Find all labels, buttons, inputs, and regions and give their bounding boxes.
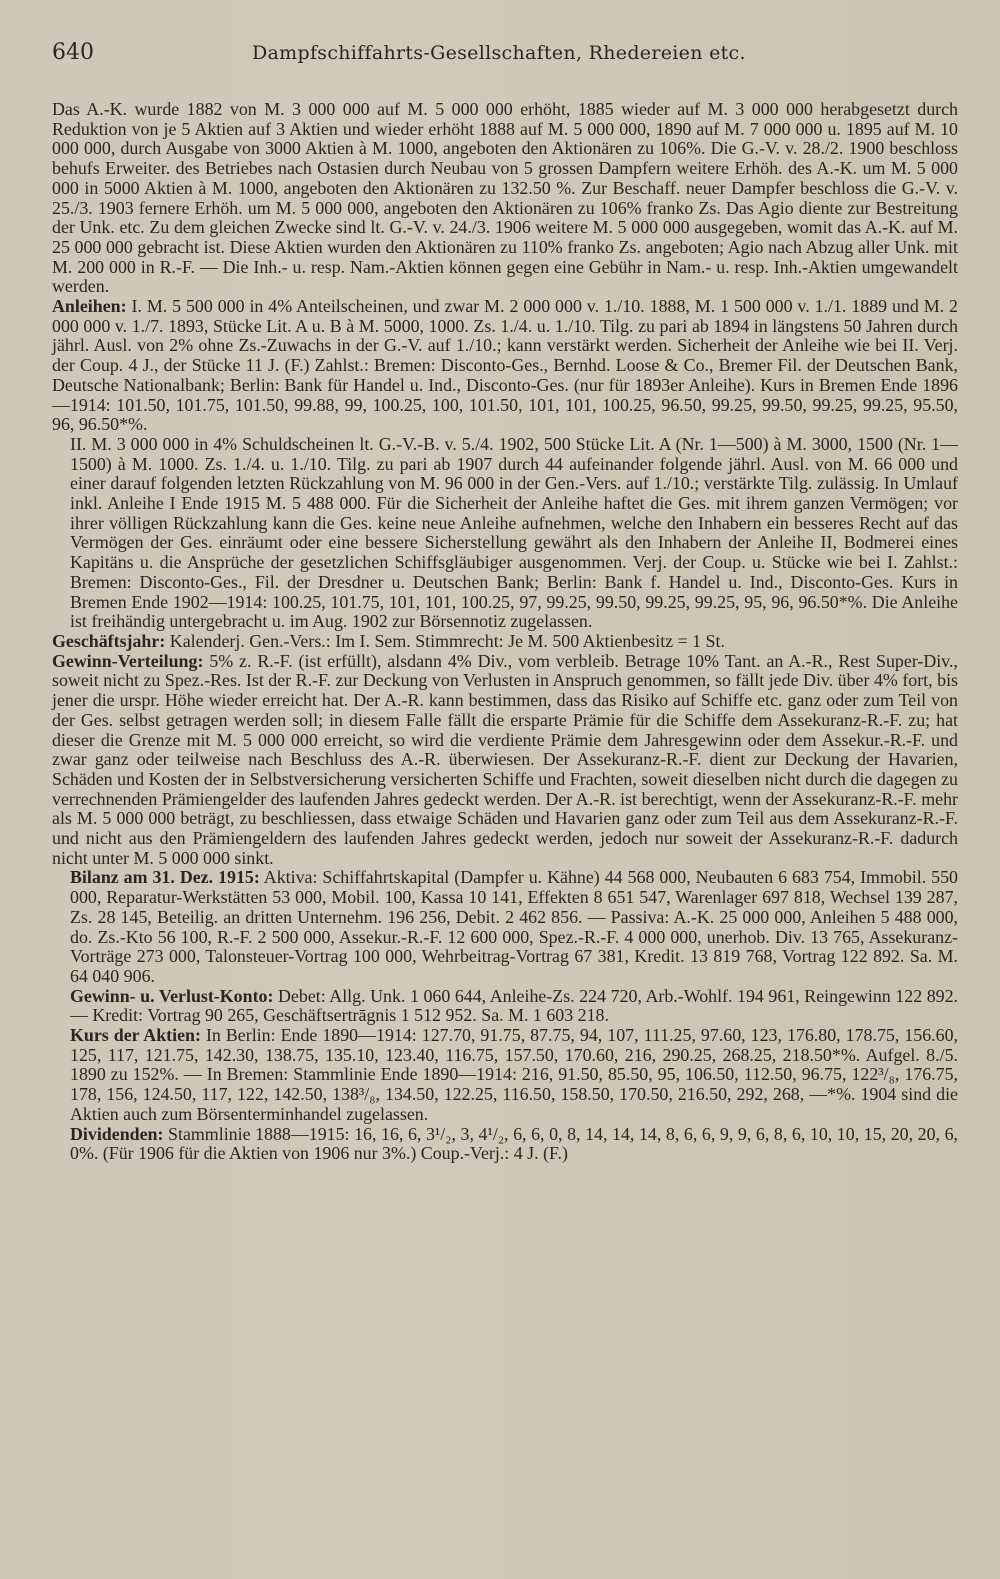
paragraph-text: II. M. 3 000 000 in 4% Schuldscheinen lt. G.-V.-B. v. 5./4. 1902, 500 Stücke Lit. A (Nr. 1—500) à M. 3000, 1500 (Nr. 1—1500) à M. 1000. Zs. 1./4. u. 1./10. Tilg. zu pari ab 1907 durch 44 aufeinander folgende jährl. Ausl. von M. 66 000 und einer darauf folgenden letzten Rückzahlung von M. 96 000 in der Gen.-Vers. auf 1./10.; verstärkte Tilg. zulässig. In Umlauf inkl. Anleihe I Ende 1915 M. 5 488 000. Für die Sicherheit der Anleihe haftet die Ges. mit ihrem ganzen Vermögen; vor ihrer völligen Rückzahlung kann die Ges. keine neue Anleihe aufnehmen, welche den Inhabern ein besseres Recht auf das Vermögen der Ges. einräumt oder eine bessere Sicherstellung gewährt als den Inhabern der Anleihe II, Bodmerei eines Kapitäns u. die Ansprüche der gesetzlichen Schiffsgläubiger ausgenommen. Verj. der Coup. u. Stücke wie bei I. Zahlst.: Bremen: Disconto-Ges., Fil. der Dresdner u. Deutschen Bank; Berlin: Bank f. Handel u. Ind., Disconto-Ges. Kurs in Bremen Ende 1902—1914: 100.25, 101.75, 101, 101, 100.25, 97, 99.25, 99.50, 99.25, 99.25, 95, 96, 96.50*%. Die Anleihe ist freihändig untergebracht u. im Aug. 1902 zur Börsennotiz zugelassen.	[70, 433, 958, 632]
section-label: Gewinn-Verteilung:	[52, 650, 204, 671]
paragraph-text: Aktiva: Schiffahrtskapital (Dampfer u. Kähne) 44 568 000, Neubauten 6 683 754, Immobil. 550 000, Reparatur-Werkstätten 53 000, Mobil. 100, Kassa 10 141, Effekten 8 651 547, Warenlager 697 818, Wechsel 139 287, Zs. 28 145, Beteilig. an dritten Unternehm. 196 256, Debit. 2 462 856. — Passiva: A.-K. 25 000 000, Anleihen 5 488 000, do. Zs.-Kto 56 100, R.-F. 2 500 000, Assekur.-R.-F. 12 600 000, Spez.-R.-F. 4 000 000, unerhob. Div. 13 765, Assekuranz-Vorträge 273 000, Talonsteuer-Vortrag 100 000, Wehrbeitrag-Vortrag 67 381, Kredit. 13 819 768, Vortrag 122 892. Sa. M. 64 040 906.	[70, 867, 958, 986]
section-label: Dividenden:	[70, 1123, 164, 1144]
section-label: Kurs der Aktien:	[70, 1025, 201, 1046]
paragraph-text: 5% z. R.-F. (ist erfüllt), alsdann 4% Div., vom verbleib. Betrage 10% Tant. an A.-R., Rest Super-Div., soweit nicht zu Spez.-Res. Ist der R.-F. zur Deckung von Verlusten in Anspruch genommen, so fällt jede Div. über 4% fort, bis jener die urspr. Höhe wieder erreicht hat. Der A.-R. kann bestimmen, dass das Risiko auf Schiffe etc. ganz oder zum Teil von der Ges. selbst getragen werden soll; in diesem Falle fällt die ersparte Prämie für die Schiffe dem Assekuranz-R.-F. zu; hat dieser die Grenze mit M. 5 000 000 erreicht, so wird die verdiente Prämie dem Jahresgewinn oder dem Assekur.-R.-F. und zwar ganz oder teilweise nach Beschluss des A.-R. überwiesen. Der Assekuranz-R.-F. dient zur Deckung der Havarien, Schäden und Kosten der in Selbstversicherung versicherten Schiffe und Frachten, soweit dieselben nicht durch die dagegen zu verrechnenden Prämiengelder des laufenden Jahres gedeckt werden. Der A.-R. ist berechtigt, wenn der Assekuranz-R.-F. mehr als M. 5 000 000 beträgt, zu beschliessen, dass etwaige Schäden und Havarien ganz oder zum Teil aus dem Assekuranz-R.-F. und nicht aus den Prämiengeldern des laufenden Jahres gedeckt werden, jedoch nur soweit der Assekuranz-R.-F. dadurch nicht unter M. 5 000 000 sinkt.	[52, 650, 958, 868]
page-number: 640	[52, 40, 94, 65]
page-header	[52, 40, 958, 84]
paragraph-text: Kalenderj. Gen.-Vers.: Im I. Sem. Stimmrecht: Je M. 500 Aktienbesitz = 1 St.	[169, 630, 725, 651]
paragraph-text: I. M. 5 500 000 in 4% Anteilscheinen, und zwar M. 2 000 000 v. 1./10. 1888, M. 1 500 000 v. 1./1. 1889 und M. 2 000 000 v. 1./7. 1893, Stücke Lit. A u. B à M. 5000, 1000. Zs. 1./4. u. 1./10. Tilg. zu pari ab 1894 in längstens 50 Jahren durch jährl. Ausl. von 2% ohne Zs.-Zuwachs in der G.-V. auf 1./10.; kann verstärkt werden. Sicherheit der Anleihe wie bei II. Verj. der Coup. 4 J., der Stücke 11 J. (F.) Zahlst.: Bremen: Disconto-Ges., Bernhd. Loose & Co., Bremer Fil. der Deutschen Bank, Deutsche Nationalbank; Berlin: Bank für Handel u. Ind., Disconto-Ges. (nur für 1893er Anleihe). Kurs in Bremen Ende 1896—1914: 101.50, 101.75, 101.50, 99.88, 99, 100.25, 100, 101.50, 101, 101, 100.25, 96.50, 99.25, 99.50, 99.25, 99.25, 95.50, 96, 96.50*%.	[52, 296, 958, 435]
paragraph-balance-sheet	[52, 868, 958, 986]
running-title: Dampfschiffahrts-Gesellschaften, Rhedereien etc.	[252, 42, 746, 64]
paragraph-loans-2	[52, 435, 958, 632]
paragraph-text: In Berlin: Ende 1890—1914: 127.70, 91.75, 87.75, 94, 107, 111.25, 97.60, 123, 176.80, 178.75, 156.60, 125, 117, 121.75, 142.30, 138.75, 135.10, 123.40, 116.75, 157.50, 170.60, 216, 290.25, 268.25, 218.50*%. Aufgel. 8./5. 1890 zu 152%. — In Bremen: Stammlinie Ende 1890—1914: 216, 91.50, 85.50, 95, 106.50, 112.50, 96.75, 122³/₈, 176.75, 178, 156, 124.50, 117, 122, 142.50, 138³/₈, 134.50, 122.25, 116.50, 158.50, 170.50, 216.50, 292, 268, —*%. 1904 sind die Aktien auch zum Börsenterminhandel zugelassen.	[70, 1025, 958, 1124]
body-text	[52, 100, 958, 1164]
section-label: Bilanz am 31. Dez. 1915:	[70, 867, 260, 888]
paragraph-capital-history	[52, 100, 958, 297]
paragraph-fiscal-year	[52, 632, 958, 652]
paragraph-text: Debet: Allg. Unk. 1 060 644, Anleihe-Zs. 224 720, Arb.-Wohlf. 194 961, Reingewinn 122 892. — Kredit: Vortrag 90 265, Geschäftsertrāgnis 1 512 952. Sa. M. 1 603 218.	[70, 985, 958, 1026]
paragraph-profit-loss	[52, 987, 958, 1026]
paragraph-dividends	[52, 1125, 958, 1164]
paragraph-share-prices	[52, 1026, 958, 1125]
paragraph-loans-1	[52, 297, 958, 435]
section-label: Geschäftsjahr:	[52, 630, 166, 651]
section-label: Anleihen:	[52, 296, 127, 317]
section-label: Gewinn- u. Verlust-Konto:	[70, 985, 274, 1006]
paragraph-text: Stammlinie 1888—1915: 16, 16, 6, 3¹/₂, 3, 4¹/₂, 6, 6, 0, 8, 14, 14, 14, 8, 6, 6, 9, 9, 6, 8, 6, 10, 10, 15, 20, 20, 6, 0%. (Für 1906 für die Aktien von 1906 nur 3%.) Coup.-Verj.: 4 J. (F.)	[70, 1123, 958, 1164]
paragraph-text: Das A.-K. wurde 1882 von M. 3 000 000 auf M. 5 000 000 erhöht, 1885 wieder auf M. 3 000 000 herabgesetzt durch Reduktion von je 5 Aktien auf 3 Aktien und wieder erhöht 1888 auf M. 5 000 000, 1890 auf M. 7 000 000 u. 1895 auf M. 10 000 000, durch Ausgabe von 3000 Aktien à M. 1000, angeboten den Aktionären zu 106%. Die G.-V. v. 28./2. 1900 beschloss behufs Erweiter. des Betriebes nach Ostasien durch Neubau von 5 grossen Dampfern weitere Erhöh. des A.-K. um M. 5 000 000 in 5000 Aktien à M. 1000, angeboten den Aktionären zu 132.50 %. Zur Beschaff. neuer Dampfer beschloss die G.-V. v. 25./3. 1903 fernere Erhöh. um M. 5 000 000, angeboten den Aktionären zu 106% franko Zs. Das Agio diente zur Bestreitung der Unk. etc. Zu dem gleichen Zwecke sind lt. G.-V. v. 24./3. 1906 weitere M. 5 000 000 ausgegeben, womit das A.-K. auf M. 25 000 000 gebracht ist. Diese Aktien wurden den Aktionären zu 110% franko Zs. angeboten; Agio nach Abzug aller Unk. mit M. 200 000 in R.-F. — Die Inh.- u. resp. Nam.-Aktien können gegen eine Gebühr in Nam.- u. resp. Inh.-Aktien umgewandelt werden.	[52, 99, 958, 297]
paragraph-profit-distribution	[52, 652, 958, 869]
